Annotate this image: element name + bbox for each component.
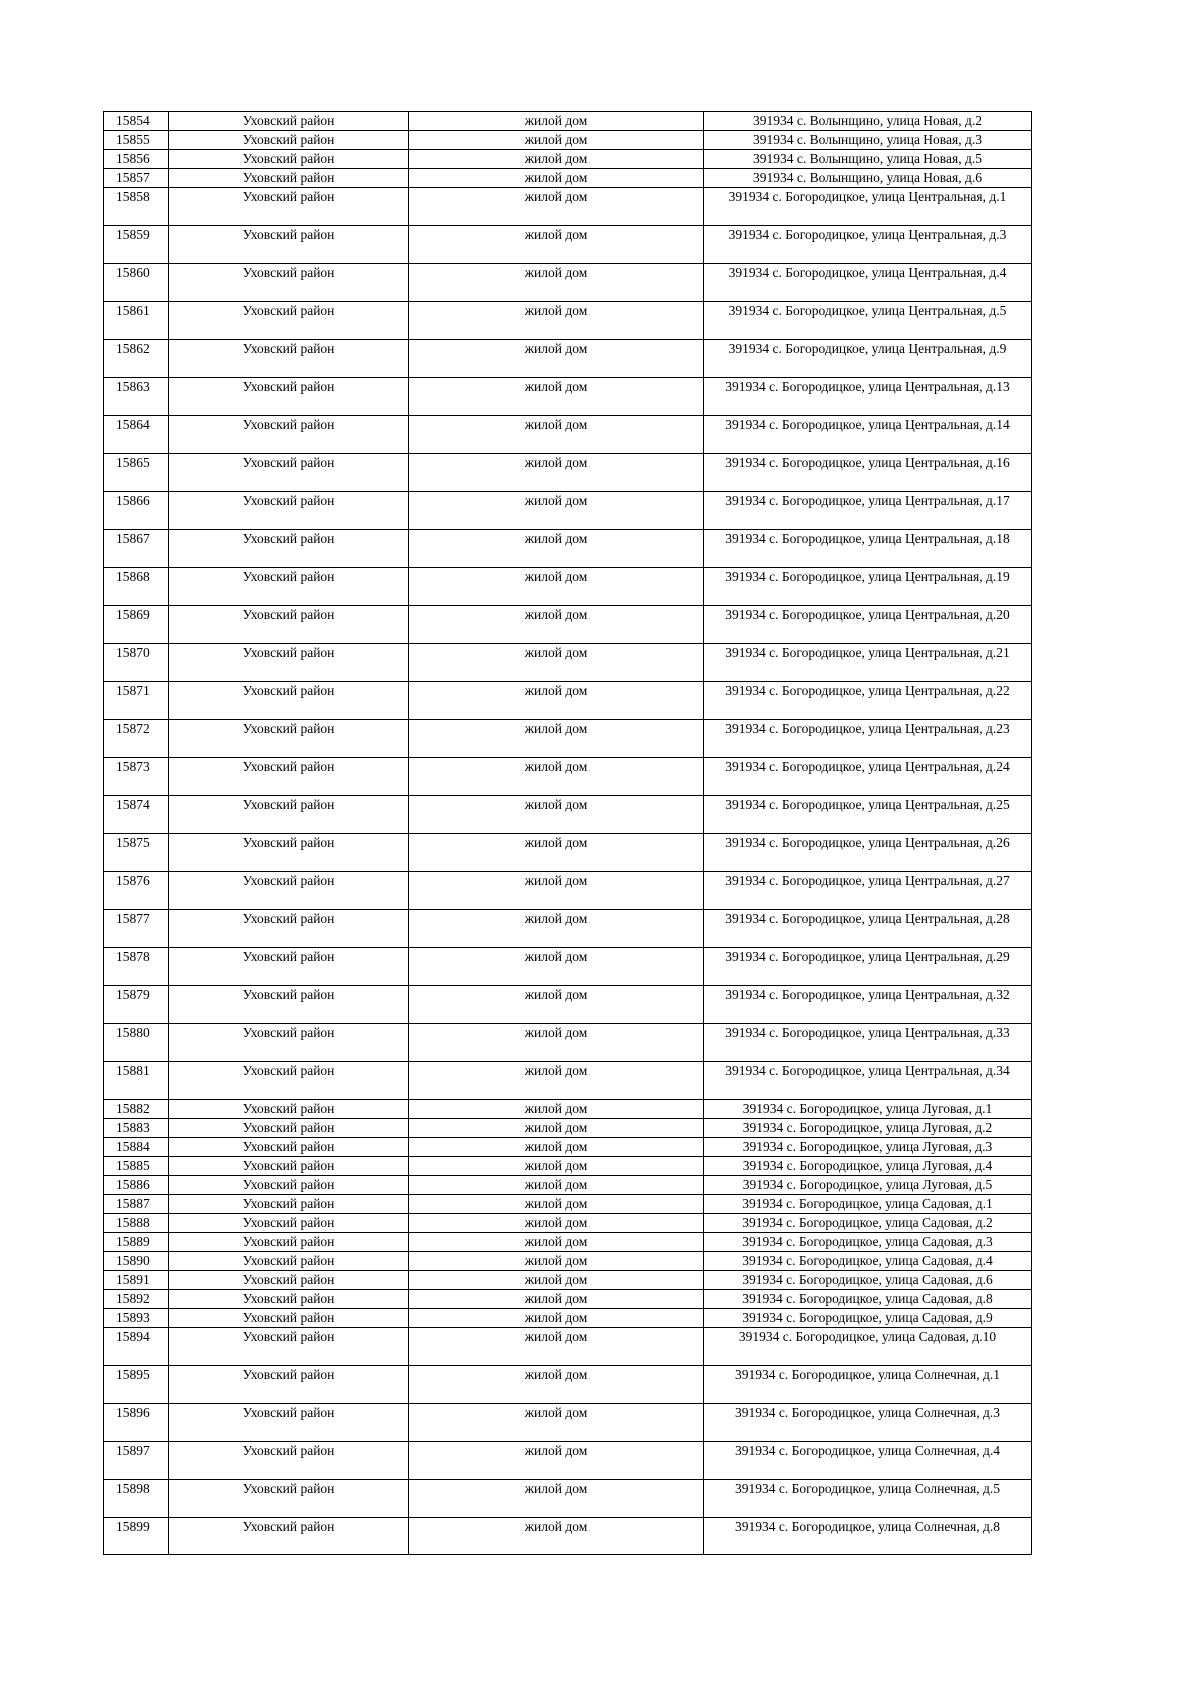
district-cell: Уховский район bbox=[169, 1271, 409, 1290]
district-cell: Уховский район bbox=[169, 1024, 409, 1062]
table-row bbox=[104, 112, 1032, 131]
table-row bbox=[104, 1157, 1032, 1176]
district-cell: Уховский район bbox=[169, 1195, 409, 1214]
row-number: 15859 bbox=[104, 226, 169, 264]
address-cell: 391934 с. Богородицкое, улица Центральная, д.23 bbox=[704, 720, 1032, 758]
table-row bbox=[104, 1138, 1032, 1157]
table-row bbox=[104, 1119, 1032, 1138]
table-row bbox=[104, 302, 1032, 340]
address-cell: 391934 с. Богородицкое, улица Центральная, д.14 bbox=[704, 416, 1032, 454]
table-row bbox=[104, 1176, 1032, 1195]
address-cell: 391934 с. Богородицкое, улица Садовая, д.10 bbox=[704, 1328, 1032, 1366]
address-cell: 391934 с. Богородицкое, улица Луговая, д.1 bbox=[704, 1100, 1032, 1119]
row-number: 15860 bbox=[104, 264, 169, 302]
table-row bbox=[104, 150, 1032, 169]
district-cell: Уховский район bbox=[169, 834, 409, 872]
object-type-cell: жилой дом bbox=[409, 1442, 704, 1480]
table-row bbox=[104, 454, 1032, 492]
object-type-cell: жилой дом bbox=[409, 910, 704, 948]
table-row bbox=[104, 1366, 1032, 1404]
table-row bbox=[104, 131, 1032, 150]
row-number: 15875 bbox=[104, 834, 169, 872]
object-type-cell: жилой дом bbox=[409, 720, 704, 758]
district-cell: Уховский район bbox=[169, 720, 409, 758]
district-cell: Уховский район bbox=[169, 606, 409, 644]
address-cell: 391934 с. Богородицкое, улица Центральная, д.1 bbox=[704, 188, 1032, 226]
address-cell: 391934 с. Богородицкое, улица Садовая, д.3 bbox=[704, 1233, 1032, 1252]
district-cell: Уховский район bbox=[169, 378, 409, 416]
address-cell: 391934 с. Богородицкое, улица Центральная, д.16 bbox=[704, 454, 1032, 492]
row-number: 15871 bbox=[104, 682, 169, 720]
row-number: 15878 bbox=[104, 948, 169, 986]
object-type-cell: жилой дом bbox=[409, 644, 704, 682]
row-number: 15889 bbox=[104, 1233, 169, 1252]
row-number: 15874 bbox=[104, 796, 169, 834]
district-cell: Уховский район bbox=[169, 131, 409, 150]
row-number: 15879 bbox=[104, 986, 169, 1024]
district-cell: Уховский район bbox=[169, 1404, 409, 1442]
row-number: 15890 bbox=[104, 1252, 169, 1271]
address-cell: 391934 с. Богородицкое, улица Центральная, д.21 bbox=[704, 644, 1032, 682]
district-cell: Уховский район bbox=[169, 1366, 409, 1404]
table-row bbox=[104, 910, 1032, 948]
address-cell: 391934 с. Богородицкое, улица Центральная, д.20 bbox=[704, 606, 1032, 644]
district-cell: Уховский район bbox=[169, 758, 409, 796]
district-cell: Уховский район bbox=[169, 986, 409, 1024]
row-number: 15883 bbox=[104, 1119, 169, 1138]
object-type-cell: жилой дом bbox=[409, 340, 704, 378]
district-cell: Уховский район bbox=[169, 1518, 409, 1555]
object-type-cell: жилой дом bbox=[409, 1176, 704, 1195]
table-row bbox=[104, 1233, 1032, 1252]
district-cell: Уховский район bbox=[169, 492, 409, 530]
district-cell: Уховский район bbox=[169, 1157, 409, 1176]
object-type-cell: жилой дом bbox=[409, 872, 704, 910]
object-type-cell: жилой дом bbox=[409, 416, 704, 454]
table-row bbox=[104, 1442, 1032, 1480]
object-type-cell: жилой дом bbox=[409, 131, 704, 150]
object-type-cell: жилой дом bbox=[409, 169, 704, 188]
row-number: 15863 bbox=[104, 378, 169, 416]
object-type-cell: жилой дом bbox=[409, 1290, 704, 1309]
object-type-cell: жилой дом bbox=[409, 1366, 704, 1404]
row-number: 15864 bbox=[104, 416, 169, 454]
address-cell: 391934 с. Богородицкое, улица Центральная, д.19 bbox=[704, 568, 1032, 606]
row-number: 15881 bbox=[104, 1062, 169, 1100]
address-cell: 391934 с. Богородицкое, улица Садовая, д.9 bbox=[704, 1309, 1032, 1328]
district-cell: Уховский район bbox=[169, 226, 409, 264]
object-type-cell: жилой дом bbox=[409, 1271, 704, 1290]
row-number: 15899 bbox=[104, 1518, 169, 1555]
address-cell: 391934 с. Богородицкое, улица Центральная, д.25 bbox=[704, 796, 1032, 834]
row-number: 15865 bbox=[104, 454, 169, 492]
object-type-cell: жилой дом bbox=[409, 606, 704, 644]
address-cell: 391934 с. Волынщино, улица Новая, д.3 bbox=[704, 131, 1032, 150]
row-number: 15877 bbox=[104, 910, 169, 948]
table-row bbox=[104, 378, 1032, 416]
row-number: 15854 bbox=[104, 112, 169, 131]
address-cell: 391934 с. Богородицкое, улица Центральная, д.22 bbox=[704, 682, 1032, 720]
address-cell: 391934 с. Богородицкое, улица Садовая, д.2 bbox=[704, 1214, 1032, 1233]
address-cell: 391934 с. Богородицкое, улица Луговая, д.2 bbox=[704, 1119, 1032, 1138]
address-cell: 391934 с. Богородицкое, улица Солнечная, д.1 bbox=[704, 1366, 1032, 1404]
object-type-cell: жилой дом bbox=[409, 1062, 704, 1100]
row-number: 15872 bbox=[104, 720, 169, 758]
address-cell: 391934 с. Богородицкое, улица Садовая, д.8 bbox=[704, 1290, 1032, 1309]
table-row bbox=[104, 1252, 1032, 1271]
district-cell: Уховский район bbox=[169, 910, 409, 948]
row-number: 15897 bbox=[104, 1442, 169, 1480]
table-row bbox=[104, 416, 1032, 454]
row-number: 15886 bbox=[104, 1176, 169, 1195]
table-row bbox=[104, 1100, 1032, 1119]
object-type-cell: жилой дом bbox=[409, 302, 704, 340]
district-cell: Уховский район bbox=[169, 150, 409, 169]
table-row bbox=[104, 1518, 1032, 1555]
object-type-cell: жилой дом bbox=[409, 378, 704, 416]
object-type-cell: жилой дом bbox=[409, 758, 704, 796]
object-type-cell: жилой дом bbox=[409, 1214, 704, 1233]
row-number: 15888 bbox=[104, 1214, 169, 1233]
object-type-cell: жилой дом bbox=[409, 188, 704, 226]
object-type-cell: жилой дом bbox=[409, 568, 704, 606]
address-cell: 391934 с. Богородицкое, улица Центральная, д.26 bbox=[704, 834, 1032, 872]
table-row bbox=[104, 758, 1032, 796]
address-cell: 391934 с. Богородицкое, улица Центральная, д.33 bbox=[704, 1024, 1032, 1062]
address-cell: 391934 с. Богородицкое, улица Центральная, д.9 bbox=[704, 340, 1032, 378]
address-cell: 391934 с. Богородицкое, улица Центральная, д.13 bbox=[704, 378, 1032, 416]
row-number: 15868 bbox=[104, 568, 169, 606]
district-cell: Уховский район bbox=[169, 454, 409, 492]
row-number: 15885 bbox=[104, 1157, 169, 1176]
address-cell: 391934 с. Богородицкое, улица Центральная, д.27 bbox=[704, 872, 1032, 910]
district-cell: Уховский район bbox=[169, 1214, 409, 1233]
district-cell: Уховский район bbox=[169, 1290, 409, 1309]
row-number: 15866 bbox=[104, 492, 169, 530]
object-type-cell: жилой дом bbox=[409, 1195, 704, 1214]
object-type-cell: жилой дом bbox=[409, 1480, 704, 1518]
table-row bbox=[104, 1214, 1032, 1233]
district-cell: Уховский район bbox=[169, 530, 409, 568]
address-cell: 391934 с. Богородицкое, улица Центральная, д.18 bbox=[704, 530, 1032, 568]
object-type-cell: жилой дом bbox=[409, 796, 704, 834]
district-cell: Уховский район bbox=[169, 1442, 409, 1480]
table-row bbox=[104, 1024, 1032, 1062]
district-cell: Уховский район bbox=[169, 169, 409, 188]
object-type-cell: жилой дом bbox=[409, 1233, 704, 1252]
address-cell: 391934 с. Богородицкое, улица Садовая, д.6 bbox=[704, 1271, 1032, 1290]
row-number: 15857 bbox=[104, 169, 169, 188]
object-type-cell: жилой дом bbox=[409, 1138, 704, 1157]
row-number: 15887 bbox=[104, 1195, 169, 1214]
district-cell: Уховский район bbox=[169, 1119, 409, 1138]
row-number: 15896 bbox=[104, 1404, 169, 1442]
address-cell: 391934 с. Волынщино, улица Новая, д.5 bbox=[704, 150, 1032, 169]
district-cell: Уховский район bbox=[169, 302, 409, 340]
district-cell: Уховский район bbox=[169, 340, 409, 378]
table-row bbox=[104, 226, 1032, 264]
object-type-cell: жилой дом bbox=[409, 1119, 704, 1138]
object-type-cell: жилой дом bbox=[409, 492, 704, 530]
object-type-cell: жилой дом bbox=[409, 948, 704, 986]
table-row bbox=[104, 682, 1032, 720]
row-number: 15870 bbox=[104, 644, 169, 682]
row-number: 15873 bbox=[104, 758, 169, 796]
district-cell: Уховский район bbox=[169, 948, 409, 986]
object-type-cell: жилой дом bbox=[409, 530, 704, 568]
table-row bbox=[104, 568, 1032, 606]
row-number: 15867 bbox=[104, 530, 169, 568]
row-number: 15884 bbox=[104, 1138, 169, 1157]
district-cell: Уховский район bbox=[169, 1100, 409, 1119]
table-row bbox=[104, 796, 1032, 834]
object-type-cell: жилой дом bbox=[409, 150, 704, 169]
object-type-cell: жилой дом bbox=[409, 986, 704, 1024]
address-cell: 391934 с. Богородицкое, улица Луговая, д.5 bbox=[704, 1176, 1032, 1195]
row-number: 15862 bbox=[104, 340, 169, 378]
address-cell: 391934 с. Богородицкое, улица Центральная, д.3 bbox=[704, 226, 1032, 264]
row-number: 15893 bbox=[104, 1309, 169, 1328]
row-number: 15891 bbox=[104, 1271, 169, 1290]
district-cell: Уховский район bbox=[169, 1233, 409, 1252]
object-type-cell: жилой дом bbox=[409, 1100, 704, 1119]
district-cell: Уховский район bbox=[169, 112, 409, 131]
table-row bbox=[104, 1309, 1032, 1328]
address-cell: 391934 с. Богородицкое, улица Солнечная, д.8 bbox=[704, 1518, 1032, 1555]
district-cell: Уховский район bbox=[169, 568, 409, 606]
table-row bbox=[104, 720, 1032, 758]
district-cell: Уховский район bbox=[169, 1176, 409, 1195]
table-row bbox=[104, 606, 1032, 644]
address-cell: 391934 с. Богородицкое, улица Солнечная, д.5 bbox=[704, 1480, 1032, 1518]
object-type-cell: жилой дом bbox=[409, 1518, 704, 1555]
row-number: 15876 bbox=[104, 872, 169, 910]
row-number: 15892 bbox=[104, 1290, 169, 1309]
address-cell: 391934 с. Богородицкое, улица Центральная, д.24 bbox=[704, 758, 1032, 796]
object-type-cell: жилой дом bbox=[409, 1252, 704, 1271]
row-number: 15856 bbox=[104, 150, 169, 169]
table-row bbox=[104, 834, 1032, 872]
address-cell: 391934 с. Богородицкое, улица Солнечная, д.3 bbox=[704, 1404, 1032, 1442]
table-row bbox=[104, 530, 1032, 568]
row-number: 15869 bbox=[104, 606, 169, 644]
table-row bbox=[104, 264, 1032, 302]
address-cell: 391934 с. Богородицкое, улица Центральная, д.29 bbox=[704, 948, 1032, 986]
table-row bbox=[104, 1195, 1032, 1214]
object-type-cell: жилой дом bbox=[409, 1024, 704, 1062]
table-row bbox=[104, 1404, 1032, 1442]
object-type-cell: жилой дом bbox=[409, 264, 704, 302]
object-type-cell: жилой дом bbox=[409, 682, 704, 720]
address-cell: 391934 с. Богородицкое, улица Центральная, д.17 bbox=[704, 492, 1032, 530]
table-row bbox=[104, 1062, 1032, 1100]
object-type-cell: жилой дом bbox=[409, 1404, 704, 1442]
district-cell: Уховский район bbox=[169, 188, 409, 226]
district-cell: Уховский район bbox=[169, 416, 409, 454]
object-type-cell: жилой дом bbox=[409, 834, 704, 872]
object-type-cell: жилой дом bbox=[409, 1309, 704, 1328]
address-cell: 391934 с. Богородицкое, улица Садовая, д.1 bbox=[704, 1195, 1032, 1214]
property-registry-table bbox=[103, 111, 1032, 1555]
row-number: 15855 bbox=[104, 131, 169, 150]
district-cell: Уховский район bbox=[169, 1328, 409, 1366]
object-type-cell: жилой дом bbox=[409, 1328, 704, 1366]
address-cell: 391934 с. Богородицкое, улица Центральная, д.28 bbox=[704, 910, 1032, 948]
table-row bbox=[104, 986, 1032, 1024]
address-cell: 391934 с. Богородицкое, улица Луговая, д.3 bbox=[704, 1138, 1032, 1157]
object-type-cell: жилой дом bbox=[409, 112, 704, 131]
table-row bbox=[104, 1480, 1032, 1518]
district-cell: Уховский район bbox=[169, 644, 409, 682]
district-cell: Уховский район bbox=[169, 682, 409, 720]
table-row bbox=[104, 340, 1032, 378]
row-number: 15894 bbox=[104, 1328, 169, 1366]
table-row bbox=[104, 1290, 1032, 1309]
district-cell: Уховский район bbox=[169, 1062, 409, 1100]
address-cell: 391934 с. Богородицкое, улица Центральная, д.34 bbox=[704, 1062, 1032, 1100]
address-cell: 391934 с. Богородицкое, улица Садовая, д.4 bbox=[704, 1252, 1032, 1271]
address-cell: 391934 с. Богородицкое, улица Центральная, д.5 bbox=[704, 302, 1032, 340]
table-row bbox=[104, 492, 1032, 530]
table-row bbox=[104, 188, 1032, 226]
table-row bbox=[104, 644, 1032, 682]
object-type-cell: жилой дом bbox=[409, 226, 704, 264]
row-number: 15880 bbox=[104, 1024, 169, 1062]
object-type-cell: жилой дом bbox=[409, 454, 704, 492]
district-cell: Уховский район bbox=[169, 264, 409, 302]
district-cell: Уховский район bbox=[169, 796, 409, 834]
district-cell: Уховский район bbox=[169, 1309, 409, 1328]
address-cell: 391934 с. Волынщино, улица Новая, д.6 bbox=[704, 169, 1032, 188]
district-cell: Уховский район bbox=[169, 872, 409, 910]
row-number: 15898 bbox=[104, 1480, 169, 1518]
district-cell: Уховский район bbox=[169, 1138, 409, 1157]
row-number: 15858 bbox=[104, 188, 169, 226]
district-cell: Уховский район bbox=[169, 1480, 409, 1518]
row-number: 15861 bbox=[104, 302, 169, 340]
district-cell: Уховский район bbox=[169, 1252, 409, 1271]
table-row bbox=[104, 169, 1032, 188]
address-cell: 391934 с. Богородицкое, улица Солнечная, д.4 bbox=[704, 1442, 1032, 1480]
table-row bbox=[104, 1271, 1032, 1290]
object-type-cell: жилой дом bbox=[409, 1157, 704, 1176]
address-cell: 391934 с. Богородицкое, улица Центральная, д.32 bbox=[704, 986, 1032, 1024]
table-row bbox=[104, 872, 1032, 910]
table-row bbox=[104, 1328, 1032, 1366]
row-number: 15882 bbox=[104, 1100, 169, 1119]
registry-body bbox=[104, 112, 1032, 1555]
address-cell: 391934 с. Богородицкое, улица Луговая, д.4 bbox=[704, 1157, 1032, 1176]
address-cell: 391934 с. Волынщино, улица Новая, д.2 bbox=[704, 112, 1032, 131]
row-number: 15895 bbox=[104, 1366, 169, 1404]
table-row bbox=[104, 948, 1032, 986]
address-cell: 391934 с. Богородицкое, улица Центральная, д.4 bbox=[704, 264, 1032, 302]
